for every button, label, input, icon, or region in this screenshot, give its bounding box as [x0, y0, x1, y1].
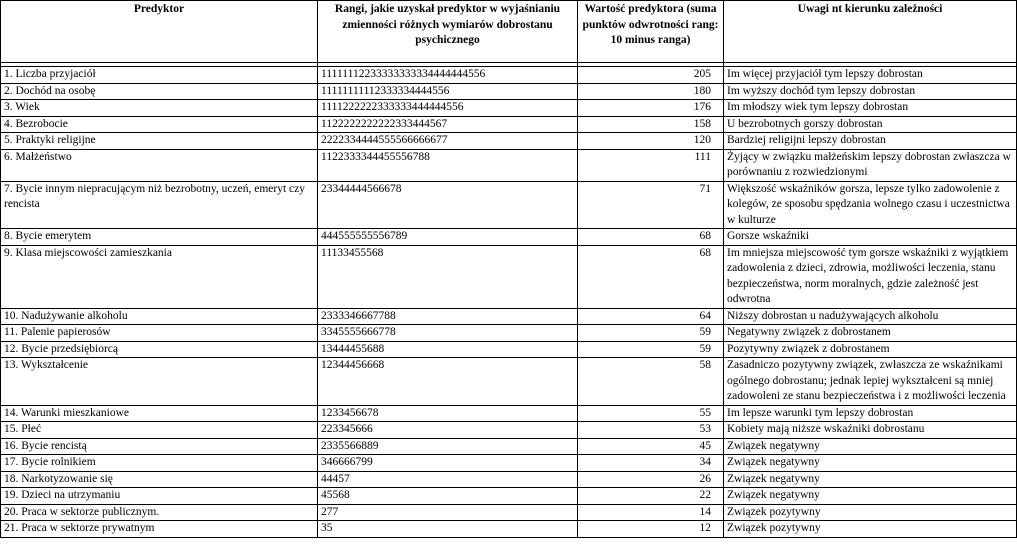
ranks-cell: 11133455568: [318, 245, 578, 308]
notes-cell: Im więcej przyjaciół tym lepszy dobrostan: [724, 67, 1017, 84]
notes-cell: Negatywny związek z dobrostanem: [724, 325, 1017, 342]
predictor-cell: 2. Dochód na osobę: [1, 83, 318, 100]
ranks-cell: 35: [318, 521, 578, 538]
predictor-cell: 13. Wykształcenie: [1, 358, 318, 406]
predictor-cell: 10. Nadużywanie alkoholu: [1, 308, 318, 325]
notes-cell: Kobiety mają niższe wskaźniki dobrostanu: [724, 422, 1017, 439]
notes-cell: Związek negatywny: [724, 455, 1017, 472]
predictor-cell: 9. Klasa miejscowości zamieszkania: [1, 245, 318, 308]
ranks-cell: 11111111112333334444556: [318, 83, 578, 100]
table-body: [1, 67, 1017, 538]
notes-cell: Zasadniczo pozytywny związek, zwłaszcza ze wskaźnikami ogólnego dobrostanu; jednak lepiej wykształceni są mniej zadowoleni ze stanu bezpieczeństwa i z możliwości leczenia: [724, 358, 1017, 406]
notes-cell: Im mniejsza miejscowość tym gorsze wskaźniki z wyjątkiem zadowolenia z dzieci, zdrowia, możliwości leczenia, stanu bezpieczeństwa, norm moralnych, gdzie zależność jest odwrotna: [724, 245, 1017, 308]
ranks-cell: 2335566889: [318, 438, 578, 455]
notes-cell: Związek pozytywny: [724, 521, 1017, 538]
table-row: [1, 67, 1017, 84]
predictor-cell: 8. Bycie emerytem: [1, 229, 318, 246]
value-cell: 53: [578, 422, 724, 439]
table-row: [1, 100, 1017, 117]
table-row: [1, 245, 1017, 308]
predictor-cell: 14. Warunki mieszkaniowe: [1, 405, 318, 422]
notes-cell: Gorsze wskaźniki: [724, 229, 1017, 246]
header-ranks: Rangi, jakie uzyskał predyktor w wyjaśnianiu zmienności różnych wymiarów dobrostanu psychicznego: [318, 1, 578, 63]
value-cell: 22: [578, 488, 724, 505]
value-cell: 59: [578, 341, 724, 358]
table-row: [1, 405, 1017, 422]
predictor-cell: 6. Małżeństwo: [1, 149, 318, 181]
ranks-cell: 2333346667788: [318, 308, 578, 325]
table-row: [1, 116, 1017, 133]
notes-cell: Żyjący w związku małżeńskim lepszy dobrostan zwłaszcza w porównaniu z rozwiedzionymi: [724, 149, 1017, 181]
table-row: [1, 341, 1017, 358]
ranks-cell: 11111112233333333334444444556: [318, 67, 578, 84]
predictor-cell: 11. Palenie papierosów: [1, 325, 318, 342]
predictor-cell: 20. Praca w sektorze publicznym.: [1, 504, 318, 521]
predictor-cell: 7. Bycie innym niepracującym niż bezrobotny, uczeń, emeryt czy rencista: [1, 181, 318, 229]
notes-cell: Bardziej religijni lepszy dobrostan: [724, 133, 1017, 150]
notes-cell: Im lepsze warunki tym lepszy dobrostan: [724, 405, 1017, 422]
table-row: [1, 325, 1017, 342]
ranks-cell: 3345555666778: [318, 325, 578, 342]
value-cell: 158: [578, 116, 724, 133]
predictor-cell: 18. Narkotyzowanie się: [1, 471, 318, 488]
value-cell: 111: [578, 149, 724, 181]
table-row: [1, 455, 1017, 472]
table-row: [1, 308, 1017, 325]
notes-cell: Niższy dobrostan u nadużywających alkoholu: [724, 308, 1017, 325]
ranks-cell: 1122222222222333444567: [318, 116, 578, 133]
table-row: [1, 521, 1017, 538]
value-cell: 14: [578, 504, 724, 521]
value-cell: 176: [578, 100, 724, 117]
value-cell: 180: [578, 83, 724, 100]
value-cell: 58: [578, 358, 724, 406]
table-row: [1, 358, 1017, 406]
ranks-cell: 45568: [318, 488, 578, 505]
notes-cell: Im młodszy wiek tym lepszy dobrostan: [724, 100, 1017, 117]
ranks-cell: 277: [318, 504, 578, 521]
ranks-cell: 12344456668: [318, 358, 578, 406]
value-cell: 64: [578, 308, 724, 325]
value-cell: 71: [578, 181, 724, 229]
header-notes: Uwagi nt kierunku zależności: [724, 1, 1017, 63]
ranks-cell: 346666799: [318, 455, 578, 472]
table-row: [1, 83, 1017, 100]
ranks-cell: 444555555556789: [318, 229, 578, 246]
table-row: [1, 438, 1017, 455]
ranks-cell: 2222334444555566666677: [318, 133, 578, 150]
notes-cell: Związek negatywny: [724, 438, 1017, 455]
predictor-cell: 5. Praktyki religijne: [1, 133, 318, 150]
notes-cell: U bezrobotnych gorszy dobrostan: [724, 116, 1017, 133]
ranks-cell: 1111222222333333444444556: [318, 100, 578, 117]
value-cell: 68: [578, 245, 724, 308]
header-predictor: Predyktor: [1, 1, 318, 63]
ranks-cell: 44457: [318, 471, 578, 488]
predictor-cell: 21. Praca w sektorze prywatnym: [1, 521, 318, 538]
notes-cell: Związek pozytywny: [724, 504, 1017, 521]
ranks-cell: 23344444566678: [318, 181, 578, 229]
notes-cell: Związek negatywny: [724, 471, 1017, 488]
table-row: [1, 181, 1017, 229]
value-cell: 34: [578, 455, 724, 472]
value-cell: 55: [578, 405, 724, 422]
ranks-cell: 223345666: [318, 422, 578, 439]
value-cell: 68: [578, 229, 724, 246]
table-row: [1, 422, 1017, 439]
value-cell: 59: [578, 325, 724, 342]
value-cell: 45: [578, 438, 724, 455]
header-value: Wartość predyktora (suma punktów odwrotności rang: 10 minus ranga): [578, 1, 724, 63]
value-cell: 205: [578, 67, 724, 84]
table-row: [1, 149, 1017, 181]
table-row: [1, 133, 1017, 150]
predictor-cell: 16. Bycie rencistą: [1, 438, 318, 455]
value-cell: 120: [578, 133, 724, 150]
predictor-cell: 19. Dzieci na utrzymaniu: [1, 488, 318, 505]
value-cell: 26: [578, 471, 724, 488]
ranks-cell: 1233456678: [318, 405, 578, 422]
predictor-cell: 1. Liczba przyjaciół: [1, 67, 318, 84]
predictor-cell: 4. Bezrobocie: [1, 116, 318, 133]
notes-cell: Pozytywny związek z dobrostanem: [724, 341, 1017, 358]
ranks-cell: 1122333344455556788: [318, 149, 578, 181]
notes-cell: Związek negatywny: [724, 488, 1017, 505]
table-row: [1, 229, 1017, 246]
table-row: [1, 504, 1017, 521]
predictor-cell: 15. Płeć: [1, 422, 318, 439]
ranks-cell: 13444455688: [318, 341, 578, 358]
table-header: [1, 1, 1017, 67]
predictor-cell: 3. Wiek: [1, 100, 318, 117]
table-row: [1, 488, 1017, 505]
value-cell: 12: [578, 521, 724, 538]
header-row: [1, 1, 1017, 63]
notes-cell: Im wyższy dochód tym lepszy dobrostan: [724, 83, 1017, 100]
predictor-cell: 12. Bycie przedsiębiorcą: [1, 341, 318, 358]
notes-cell: Większość wskaźników gorsza, lepsze tylko zadowolenie z kolegów, ze sposobu spędzania wolnego czasu i uczestnictwa w kulturze: [724, 181, 1017, 229]
table-row: [1, 471, 1017, 488]
predictor-cell: 17. Bycie rolnikiem: [1, 455, 318, 472]
